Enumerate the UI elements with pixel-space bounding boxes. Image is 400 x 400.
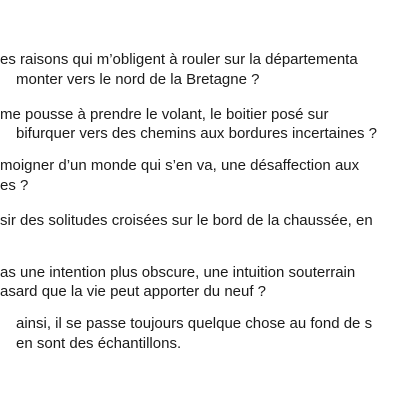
paragraph-2-line-2: bifurquer vers des chemins aux bordures incertaines ? (16, 125, 378, 142)
paragraph-1-line-2: monter vers le nord de la Bretagne ? (16, 71, 260, 88)
paragraph-5-line-1: as une intention plus obscure, une intuition souterrain (0, 264, 356, 281)
paragraph-6-line-2: en sont des échantillons. (16, 335, 182, 352)
paragraph-5-line-2: asard que la vie peut apporter du neuf ? (0, 283, 267, 300)
paragraph-3-line-2: es ? (0, 177, 29, 194)
paragraph-2-line-1: me pousse à prendre le volant, le boitier posé sur (0, 106, 329, 123)
paragraph-6-line-1: ainsi, il se passe toujours quelque chose au fond de s (16, 315, 373, 332)
paragraph-4-line-1: sir des solitudes croisées sur le bord de la chaussée, en (0, 212, 373, 229)
paragraph-1-line-1: es raisons qui m’obligent à rouler sur la départementa (0, 51, 358, 68)
paragraph-3-line-1: moigner d’un monde qui s’en va, une désaffection aux (0, 157, 360, 174)
